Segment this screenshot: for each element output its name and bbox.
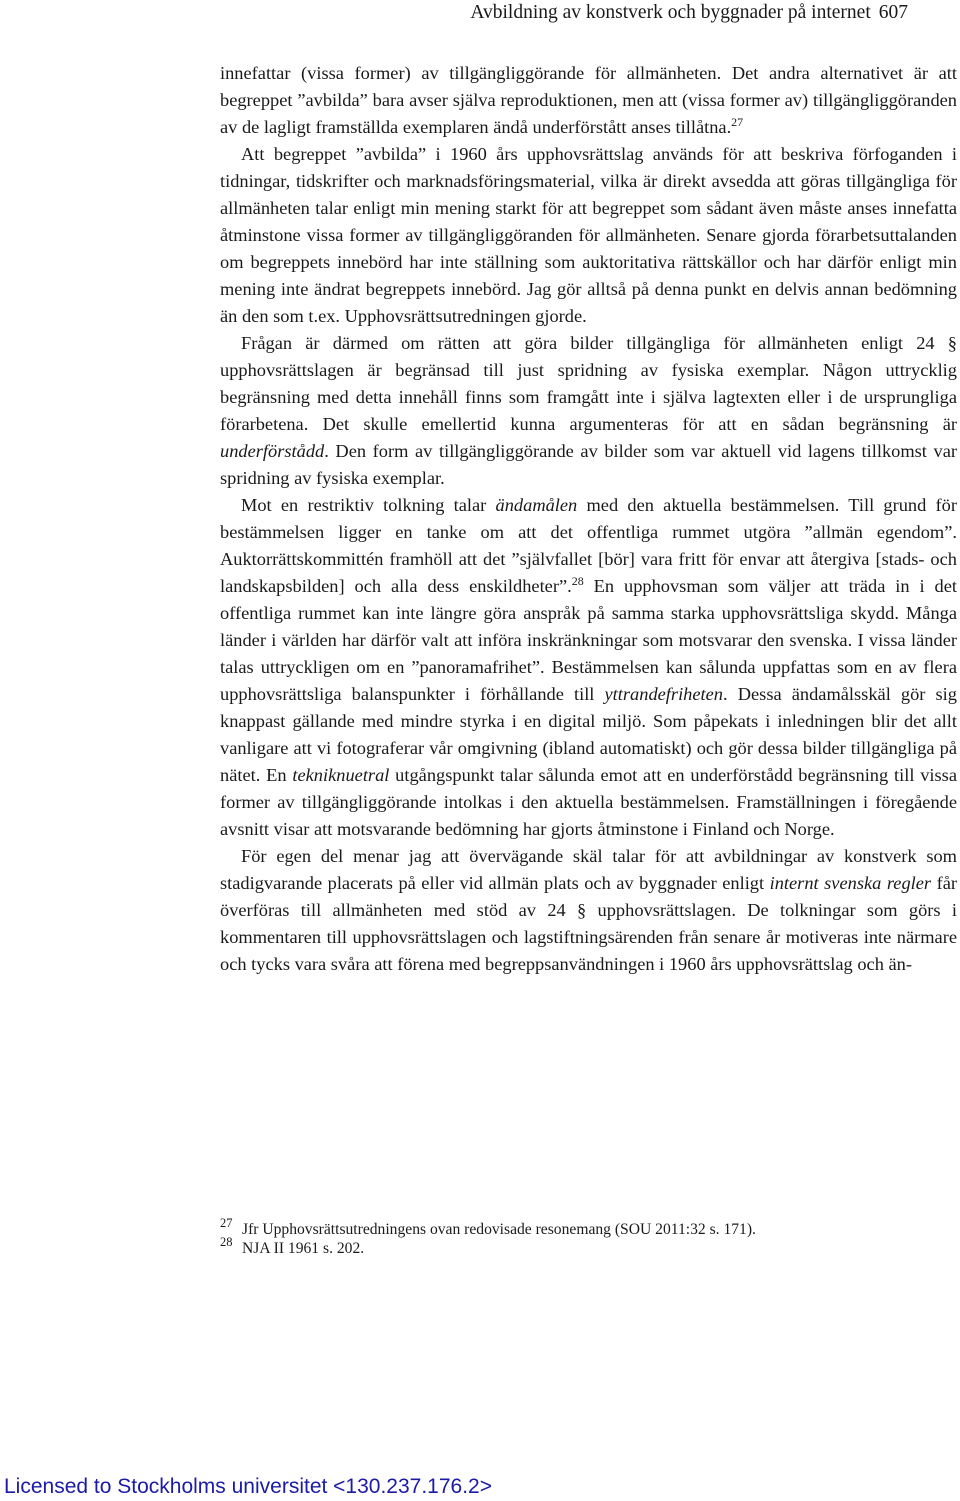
footnote-reference: 27 [731,115,744,129]
emphasized-term: yttrandefriheten [604,684,724,704]
paragraph-text: med den aktuella bestämmelsen. Till grund för bestämmelsen ligger en tanke om att det offentliga rummet utgöra ”allmän egendom”. Auktorrättskommittén framhöll att det ”självfallet [bör] vara fritt för envar att återgiva [stads- och landskapsbilden] och alla dess enskildheter”. [220,495,957,596]
page-number: 607 [878,2,908,23]
paragraph-text: Mot en restriktiv tolkning talar [241,495,496,515]
paragraph-text: Frågan är därmed om rätten att göra bilder tillgängliga för allmänheten enligt 24 § upphovsrättslagen är begränsad till just spridning av fysiska exemplar. Någon uttrycklig begränsning med detta innehåll finns som framgått inte i själva lagtexten eller i de ursprungliga förarbetena. Det skulle emellertid kunna argumenteras för att en sådan begränsning är [220,333,957,434]
paragraph-text: utgångspunkt talar sålunda emot att en underförstådd begränsning till vissa former av tillgängliggörande intolkas i den aktuella bestämmelsen. Framställningen i föregående avsnitt visar att motsvarande bedömning har gjorts åtminstone i Finland och Norge. [220,765,957,839]
footnote-number: 28 [220,1235,233,1249]
emphasized-term: ändamålen [495,495,578,515]
paragraph-text: Att begreppet ”avbilda” i 1960 års upphovsrättslag används för att beskriva förfoganden i tidningar, tidskrifter och marknadsföringsmaterial, vilka är direkt avsedda att göras tillgängliga för allmänheten talar enligt min mening starkt för att begreppet som sådant även måste anses innefatta åtminstone vissa former av tillgängliggöranden för allmänheten. Senare gjorda förarbetsuttalanden om begreppets innebörd har inte ställning som auktoritativa rättskällor och har därför enligt min mening inte ändrat begreppets innebörd. Jag gör alltså på denna punkt en delvis annan bedömning än den som t.ex. Upphovsrättsutredningen gjorde. [220,144,957,326]
license-notice: Licensed to Stockholms universitet <130.237.176.2> [4,1475,492,1498]
paragraph-text: För egen del menar jag att övervägande skäl talar för att avbildningar av konstverk som stadigvarande placerats på eller vid allmän plats och av byggnader enligt [220,846,957,893]
paragraph-text: En upphovsman som väljer att träda in i det offentliga rummet kan inte längre göra anspråk på samma starka upphovsrättsliga skydd. Många länder i världen har därför valt att införa inskränkningar som motsvarar den svenska. I vissa länder talas uttryckligen om en ”panoramafrihet”. Bestämmelsen kan sålunda uppfattas som en av flera upphovsrättsliga balanspunkter i förhållande till [220,576,958,704]
paragraph [220,843,957,978]
paragraph [220,60,957,141]
emphasized-term: internt svenska regler [769,873,932,893]
emphasized-term: underförstådd [220,441,325,461]
footnote [220,1235,957,1258]
paragraph [220,330,957,492]
paragraph-text: . Dessa ändamålsskäl gör sig knappast gällande med mindre styrka i en digital miljö. Som påpekats i inledningen blir det allt vanligare att vi fotograferar vår omgivning (ibland automatiskt) och gör dessa bilder tillgängliga på nätet. En [220,684,957,785]
emphasized-term: tekniknuetral [292,765,390,785]
body-text [220,60,957,978]
paragraph-text: får överföras till allmänheten med stöd av 24 § upphovsrättslagen. De tolkningar som görs i kommentaren till upphovsrättslagen och lagstiftningsärenden från senare år motiveras inte närmare och tycks vara svåra att förena med begreppsanvändningen i 1960 års upphovsrättslag och än- [220,873,957,974]
paragraph [220,492,957,843]
footnote-number: 27 [220,1216,233,1230]
footnote-reference: 28 [571,574,584,588]
running-header [470,0,908,26]
paragraph-text: . Den form av tillgängliggörande av bilder som var aktuell vid lagens tillkomst var spridning av fysiska exemplar. [220,441,957,488]
paragraph-text: innefattar (vissa former) av tillgängliggörande för allmänheten. Det andra alternativet är att begreppet ”avbilda” bara avser själva reproduktionen, men att (vissa former av) tillgängliggöranden av de lagligt framställda exemplaren ändå underförstått anses tillåtna. [220,63,957,137]
footnote [220,1216,957,1239]
footnotes [220,1216,957,1258]
paragraph [220,141,957,330]
footnote-text: NJA II 1961 s. 202. [242,1240,365,1257]
footnote-text: Jfr Upphovsrättsutredningens ovan redovisade resonemang (SOU 2011:32 s. 171). [242,1221,756,1238]
running-title: Avbildning av konstverk och byggnader på internet [470,2,871,23]
